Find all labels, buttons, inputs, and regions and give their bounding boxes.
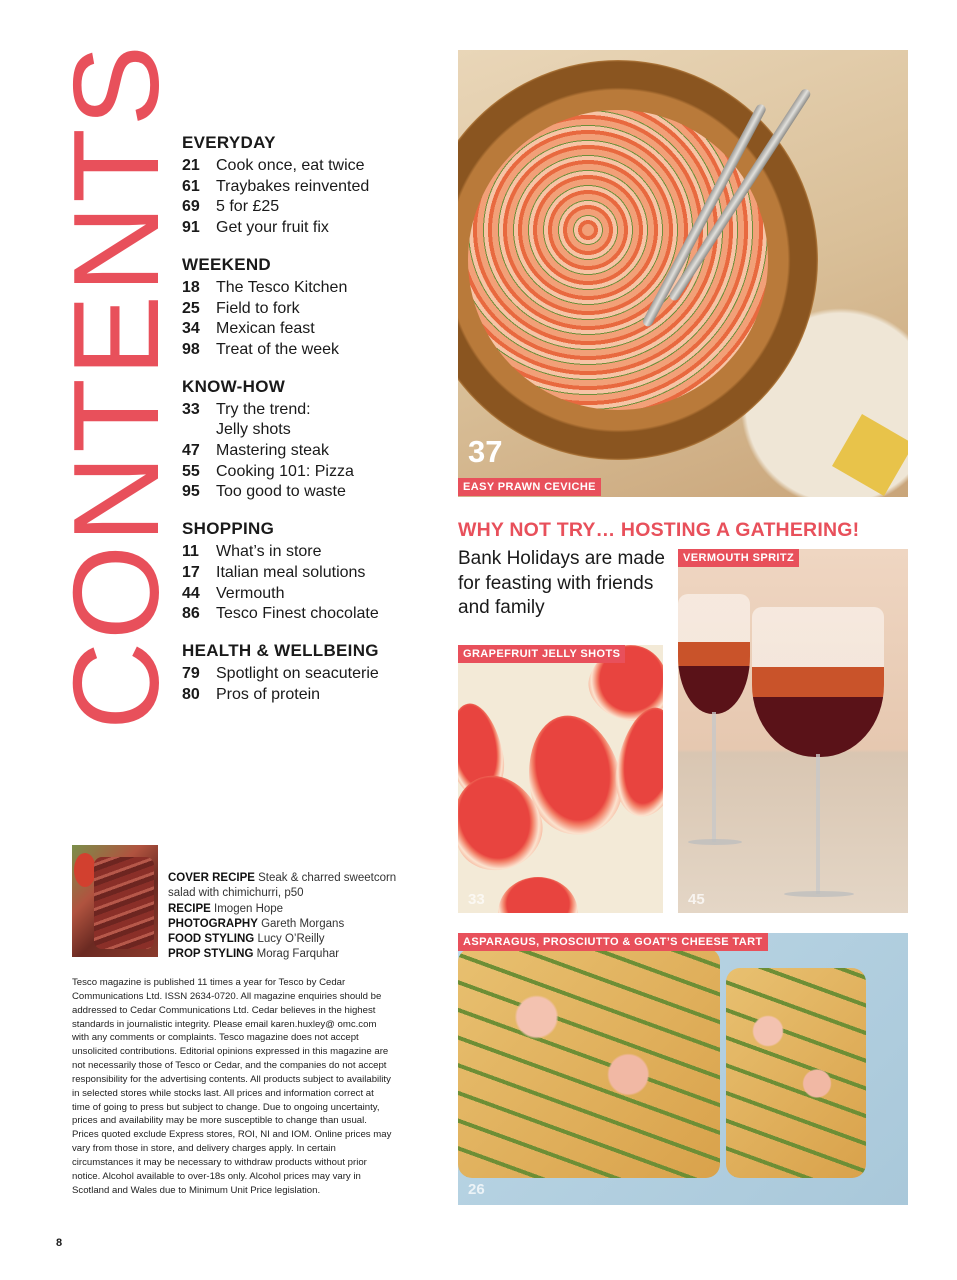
toc-entry-title: Italian meal solutions (216, 563, 366, 581)
grapefruit-slice-image (498, 877, 578, 913)
glass-image (678, 594, 750, 714)
vermouth-tag: VERMOUTH SPRITZ (678, 549, 799, 567)
toc-entry[interactable] (182, 156, 432, 177)
ceviche-tag: EASY PRAWN CEVICHE (458, 478, 601, 496)
toc-section-title: SHOPPING (182, 519, 275, 539)
toc-entry-title: The Tesco Kitchen (216, 278, 348, 296)
vermouth-page-number: 45 (688, 891, 705, 908)
toc-entry[interactable] (182, 542, 432, 563)
toc-section (182, 255, 432, 361)
toc-page-number: 79 (182, 664, 200, 682)
glass-foot (784, 891, 854, 897)
toc-entry-title: 5 for £25 (216, 198, 280, 216)
ceviche-page-number: 37 (468, 434, 503, 469)
toc-page-number: 69 (182, 198, 200, 216)
toc-entry-title: Traybakes reinvented (216, 177, 370, 195)
toc-entry[interactable] (182, 340, 432, 361)
toc-entry-title: Jelly shots (216, 421, 291, 439)
toc-section (182, 377, 432, 504)
toc-page-number: 33 (182, 400, 200, 418)
toc-page-number: 17 (182, 563, 200, 581)
toc-page-number: 11 (182, 543, 199, 561)
photography-label: PHOTOGRAPHY (168, 917, 258, 930)
toc-entry[interactable] (182, 664, 432, 685)
toc-entry[interactable] (182, 441, 432, 462)
legal-notice: Tesco magazine is published 11 times a year for Tesco by Cedar Communications Ltd. ISSN 2634-0720. All magazine enquiries should be addressed to Cedar Communications Ltd. Cedar believes in the highest standards in journalistic integrity. Please email karen.huxley@ omc.com with any comments or complaints. Tesco magazine does not accept unsolicited contributions. Editorial opinions expressed in this magazine are not necessarily those of Tesco or Cedar, and the companies do not accept responsibility for the advertising contents. All products subject to availability in selected stores while stocks last. All prices and information correct at time of going to press but subject to change. Due to ongoing uncertainty, prices and availability may be more susceptible to change than usual. Prices quoted exclude Express stores, ROI, NI and IOM. Online prices may vary from those in store, and delivery charges apply. In certain circumstances it may be necessary to withdraw products without prior notice. Alcohol available to over-18s only. Alcohol prices may vary in Scotland and Wales due to Minimum Unit Price legislation. (72, 977, 392, 1196)
toc-entry[interactable] (182, 584, 432, 605)
credits-block (168, 871, 398, 963)
toc-entry[interactable] (182, 482, 432, 503)
toc-entry[interactable] (182, 400, 432, 421)
tortilla-chip-image (832, 414, 908, 496)
toc-entry[interactable] (182, 278, 432, 299)
toc-page-number: 18 (182, 278, 200, 296)
toc-entry-title: Get your fruit fix (216, 219, 329, 237)
toc-section-title: WEEKEND (182, 254, 271, 274)
toc-entry-title: Mexican feast (216, 320, 315, 338)
glass-foot (688, 839, 742, 845)
grapefruit-photo[interactable] (458, 645, 663, 913)
toc-entry-title: What’s in store (216, 543, 322, 561)
toc-entry-title: Cooking 101: Pizza (216, 462, 354, 480)
prop-styling-text: Morag Farquhar (256, 948, 340, 961)
toc-page-number: 61 (182, 177, 200, 195)
toc-entry[interactable] (182, 319, 432, 340)
cover-recipe-thumbnail (72, 845, 158, 957)
ceviche-photo[interactable] (458, 50, 908, 497)
glass-image (752, 607, 884, 757)
tart-tag: ASPARAGUS, PROSCIUTTO & GOAT’S CHEESE TART (458, 933, 768, 951)
toc-page-number: 86 (182, 605, 200, 623)
toc-section-title: HEALTH & WELLBEING (182, 640, 379, 660)
toc-entry-title: Pros of protein (216, 685, 321, 703)
toc-entry-title: Tesco Finest chocolate (216, 605, 379, 623)
tomato-image (74, 853, 96, 887)
toc-section-title: EVERYDAY (182, 133, 276, 152)
grapefruit-page-number: 33 (468, 891, 485, 908)
toc-page-number: 55 (182, 462, 200, 480)
feature-intro: Bank Holidays are made for feasting with friends and family (458, 548, 665, 618)
toc-entry[interactable] (182, 197, 432, 218)
food-styling-text: Lucy O’Reilly (257, 933, 325, 946)
toc-entry-title: Mastering steak (216, 442, 329, 460)
glass-stem (712, 712, 716, 842)
toc-entry[interactable] (182, 685, 432, 706)
toc-entry[interactable] (182, 563, 432, 584)
toc-page-number: 98 (182, 340, 200, 358)
toc-entry[interactable] (182, 218, 432, 239)
food-styling-label: FOOD STYLING (168, 933, 255, 946)
table-of-contents (182, 133, 432, 721)
toc-section (182, 519, 432, 625)
tart-page-number: 26 (468, 1181, 485, 1198)
contents-title: CONTENTS (48, 43, 184, 730)
toc-entry-title: Vermouth (216, 584, 285, 602)
photography-text: Gareth Morgans (261, 917, 345, 930)
tart-slice-image (726, 968, 866, 1178)
toc-entry-title: Treat of the week (216, 340, 340, 358)
toc-page-number: 34 (182, 320, 200, 338)
feature-heading: WHY NOT TRY… HOSTING A GATHERING! (458, 519, 860, 541)
toc-page-number: 47 (182, 442, 200, 460)
grapefruit-tag: GRAPEFRUIT JELLY SHOTS (458, 645, 625, 663)
toc-page-number: 21 (182, 157, 200, 174)
toc-entry-title: Field to fork (216, 299, 300, 317)
prawn-ceviche-image (468, 110, 768, 410)
toc-section-title: KNOW-HOW (182, 376, 286, 396)
page-number: 8 (56, 1237, 63, 1249)
toc-entry-title: Spotlight on seacuterie (216, 664, 379, 682)
recipe-text: Imogen Hope (214, 902, 284, 915)
toc-entry[interactable] (182, 420, 432, 441)
toc-section (182, 641, 432, 705)
toc-entry[interactable] (182, 177, 432, 198)
toc-page-number: 44 (182, 584, 200, 602)
tart-slice-image (458, 948, 720, 1178)
toc-section (182, 133, 432, 239)
toc-entry-title: Cook once, eat twice (216, 157, 365, 174)
cover-recipe-label: COVER RECIPE (168, 872, 255, 884)
toc-page-number: 25 (182, 299, 200, 317)
toc-page-number: 91 (182, 219, 200, 237)
prop-styling-label: PROP STYLING (168, 948, 254, 961)
tart-photo[interactable] (458, 933, 908, 1205)
cover-recipe-text: Steak & charred sweetcorn salad with chimichurri, p50 (168, 872, 397, 900)
recipe-label: RECIPE (168, 902, 211, 915)
toc-entry[interactable] (182, 462, 432, 483)
toc-page-number: 95 (182, 483, 200, 501)
vermouth-photo[interactable] (678, 549, 908, 913)
toc-entry-title: Try the trend: (216, 400, 311, 418)
toc-page-number: 80 (182, 685, 200, 703)
toc-entry[interactable] (182, 299, 432, 320)
toc-page-number (182, 420, 216, 441)
glass-stem (816, 754, 820, 894)
steak-image (94, 857, 154, 949)
toc-entry-title: Too good to waste (216, 483, 346, 501)
toc-entry[interactable] (182, 604, 432, 625)
